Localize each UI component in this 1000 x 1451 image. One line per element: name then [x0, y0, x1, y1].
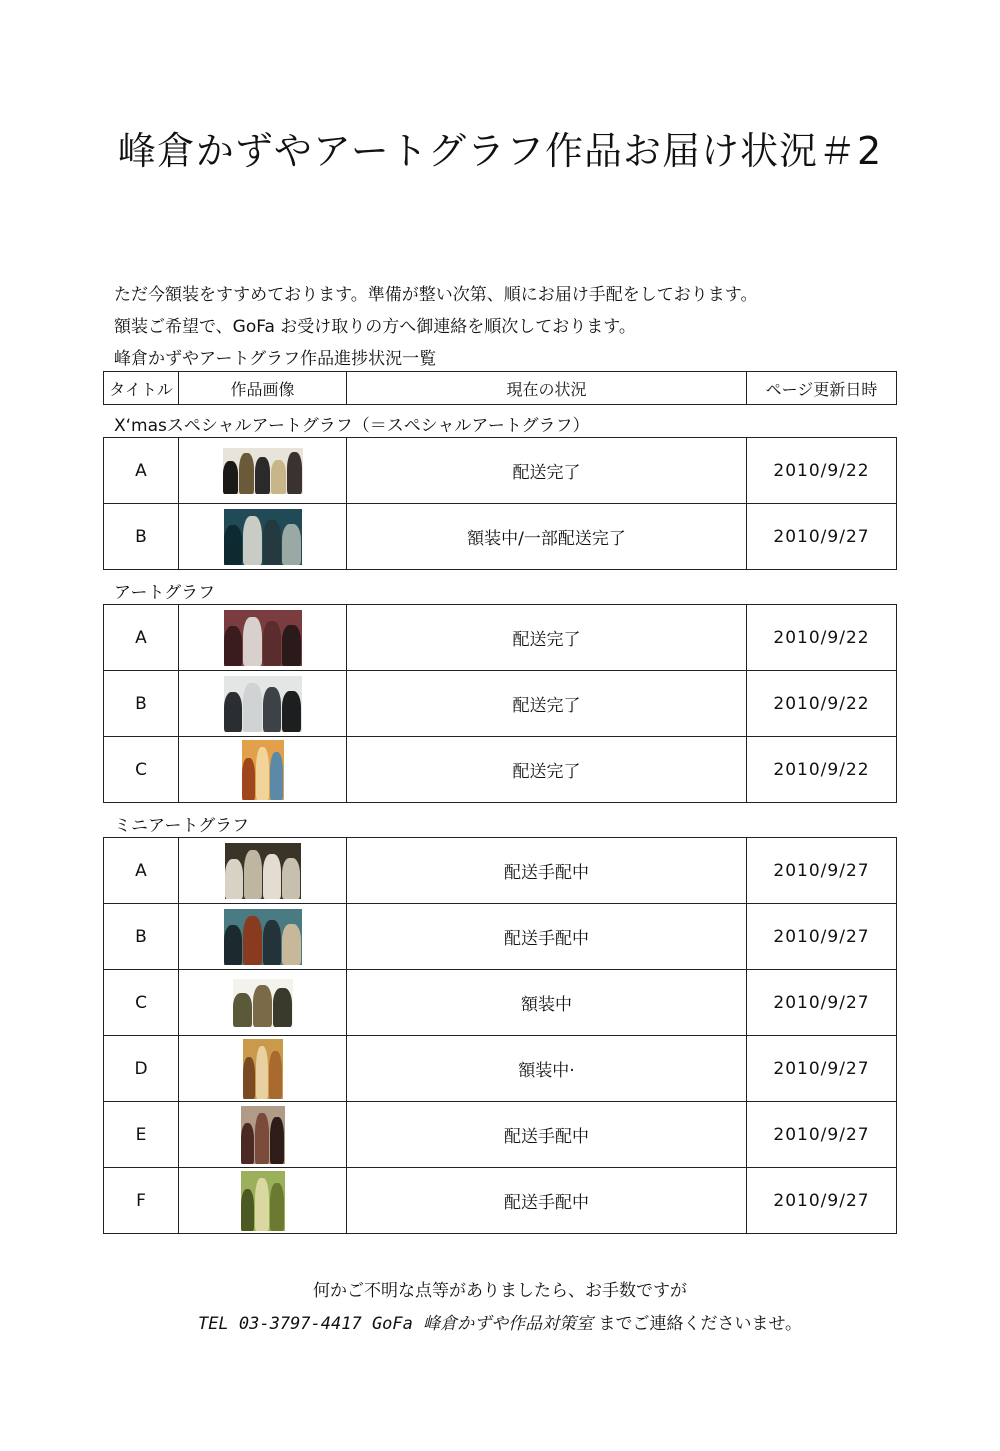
- row-updated-date: 2010/9/22: [747, 671, 897, 737]
- row-status: 額装中/一部配送完了: [347, 504, 747, 570]
- table-row: [104, 1036, 897, 1102]
- artwork-thumbnail: [224, 509, 302, 565]
- row-updated-date: 2010/9/27: [747, 904, 897, 970]
- row-image-cell: [179, 605, 347, 671]
- row-status: 額装中·: [347, 1036, 747, 1102]
- artwork-thumbnail: [224, 610, 302, 666]
- thumbnail-figure: [233, 993, 252, 1027]
- table-row: [104, 904, 897, 970]
- row-updated-date: 2010/9/27: [747, 504, 897, 570]
- row-updated-date: 2010/9/27: [747, 838, 897, 904]
- row-updated-date: 2010/9/22: [747, 737, 897, 803]
- thumbnail-figure: [243, 916, 262, 965]
- thumbnail-figure: [225, 859, 243, 898]
- row-status: 配送完了: [347, 605, 747, 671]
- thumbnail-figure: [282, 691, 301, 732]
- artwork-thumbnail: [233, 979, 293, 1027]
- row-status: 額装中: [347, 970, 747, 1036]
- row-status: 配送手配中: [347, 1102, 747, 1168]
- thumbnail-figure: [282, 625, 301, 666]
- row-title: A: [104, 438, 179, 504]
- thumbnail-figure: [270, 1183, 284, 1231]
- row-status: 配送完了: [347, 671, 747, 737]
- row-title: D: [104, 1036, 179, 1102]
- intro-line-3: 峰倉かずやアートグラフ作品進捗状況一覧: [114, 349, 437, 369]
- thumbnail-figure: [255, 457, 270, 494]
- row-status: 配送手配中: [347, 904, 747, 970]
- thumbnail-figure: [253, 985, 272, 1027]
- thumbnail-figure: [270, 752, 283, 800]
- intro-line-2: 額装ご希望で、GoFa お受け取りの方へ御連絡を順次しております。: [114, 317, 636, 337]
- row-title: F: [104, 1168, 179, 1234]
- table-row: [104, 838, 897, 904]
- thumbnail-figure: [242, 758, 255, 800]
- thumbnail-figure: [256, 747, 269, 800]
- row-title: B: [104, 671, 179, 737]
- row-title: E: [104, 1102, 179, 1168]
- row-image-cell: [179, 1168, 347, 1234]
- page-title: 峰倉かずやアートグラフ作品お届け状況＃2: [117, 129, 883, 173]
- row-image-cell: [179, 970, 347, 1036]
- status-table-section: [103, 604, 897, 803]
- status-table-section: [103, 837, 897, 1234]
- footer-line-1: 何かご不明な点等がありましたら、お手数ですが: [313, 1281, 687, 1301]
- table-row: [104, 605, 897, 671]
- header-image: 作品画像: [179, 372, 347, 405]
- header-title: タイトル: [104, 372, 179, 405]
- thumbnail-figure: [273, 988, 292, 1026]
- contact-phone: TEL 03-3797-4417 GoFa 峰倉かずや作品対策室: [197, 1314, 594, 1334]
- thumbnail-figure: [255, 1178, 269, 1231]
- header-updated: ページ更新日時: [747, 372, 897, 405]
- thumbnail-figure: [243, 617, 262, 666]
- table-row: [104, 504, 897, 570]
- artwork-thumbnail: [241, 1106, 285, 1164]
- thumbnail-figure: [271, 460, 286, 493]
- table-row: [104, 737, 897, 803]
- thumbnail-figure: [241, 1123, 255, 1164]
- thumbnail-figure: [224, 626, 243, 665]
- thumbnail-figure: [224, 525, 243, 564]
- artwork-thumbnail: [243, 1039, 283, 1099]
- artwork-thumbnail: [224, 676, 302, 732]
- thumbnail-figure: [270, 1117, 284, 1163]
- row-title: C: [104, 737, 179, 803]
- thumbnail-figure: [287, 452, 302, 493]
- row-image-cell: [179, 671, 347, 737]
- thumbnail-figure: [263, 621, 282, 666]
- row-image-cell: [179, 838, 347, 904]
- thumbnail-figure: [223, 461, 238, 493]
- thumbnail-figure: [243, 683, 262, 732]
- row-image-cell: [179, 438, 347, 504]
- section-label: アートグラフ: [114, 583, 216, 603]
- row-image-cell: [179, 904, 347, 970]
- table-row: [104, 970, 897, 1036]
- row-status: 配送完了: [347, 737, 747, 803]
- row-title: B: [104, 904, 179, 970]
- thumbnail-figure: [282, 924, 301, 965]
- section-label: X‘masスペシャルアートグラフ（＝スペシャルアートグラフ）: [114, 416, 590, 436]
- header-status: 現在の状況: [347, 372, 747, 405]
- thumbnail-figure: [282, 524, 301, 565]
- thumbnail-figure: [243, 1057, 256, 1099]
- thumbnail-figure: [263, 920, 282, 965]
- row-updated-date: 2010/9/27: [747, 1102, 897, 1168]
- row-status: 配送手配中: [347, 1168, 747, 1234]
- thumbnail-figure: [263, 854, 281, 899]
- section-label: ミニアートグラフ: [114, 816, 250, 836]
- table-row: [104, 438, 897, 504]
- row-image-cell: [179, 504, 347, 570]
- table-row: [104, 1102, 897, 1168]
- row-image-cell: [179, 737, 347, 803]
- thumbnail-figure: [282, 858, 300, 899]
- thumbnail-figure: [243, 516, 262, 565]
- thumbnail-figure: [241, 1189, 255, 1231]
- row-status: 配送完了: [347, 438, 747, 504]
- thumbnail-figure: [239, 453, 254, 493]
- row-title: B: [104, 504, 179, 570]
- table-row: [104, 671, 897, 737]
- status-table-header: [103, 371, 897, 405]
- row-title: A: [104, 605, 179, 671]
- row-updated-date: 2010/9/27: [747, 970, 897, 1036]
- artwork-thumbnail: [224, 909, 302, 965]
- row-updated-date: 2010/9/22: [747, 438, 897, 504]
- thumbnail-figure: [269, 1051, 282, 1099]
- artwork-thumbnail: [225, 843, 301, 899]
- status-table-section: [103, 437, 897, 570]
- row-updated-date: 2010/9/22: [747, 605, 897, 671]
- thumbnail-figure: [255, 1113, 269, 1164]
- row-image-cell: [179, 1102, 347, 1168]
- intro-line-1: ただ今額装をすすめております。準備が整い次第、順にお届け手配をしております。: [114, 285, 758, 305]
- thumbnail-figure: [263, 687, 282, 732]
- artwork-thumbnail: [223, 448, 303, 494]
- row-updated-date: 2010/9/27: [747, 1168, 897, 1234]
- footer-line-2: [0, 1309, 1000, 1334]
- row-title: A: [104, 838, 179, 904]
- row-image-cell: [179, 1036, 347, 1102]
- thumbnail-figure: [244, 850, 262, 899]
- row-title: C: [104, 970, 179, 1036]
- footer-suffix: までご連絡くださいませ。: [593, 1314, 803, 1334]
- thumbnail-figure: [256, 1046, 269, 1099]
- artwork-thumbnail: [241, 1171, 285, 1231]
- thumbnail-figure: [224, 925, 243, 964]
- thumbnail-figure: [263, 520, 282, 565]
- row-status: 配送手配中: [347, 838, 747, 904]
- table-row: [104, 1168, 897, 1234]
- artwork-thumbnail: [242, 740, 284, 800]
- thumbnail-figure: [224, 692, 243, 731]
- row-updated-date: 2010/9/27: [747, 1036, 897, 1102]
